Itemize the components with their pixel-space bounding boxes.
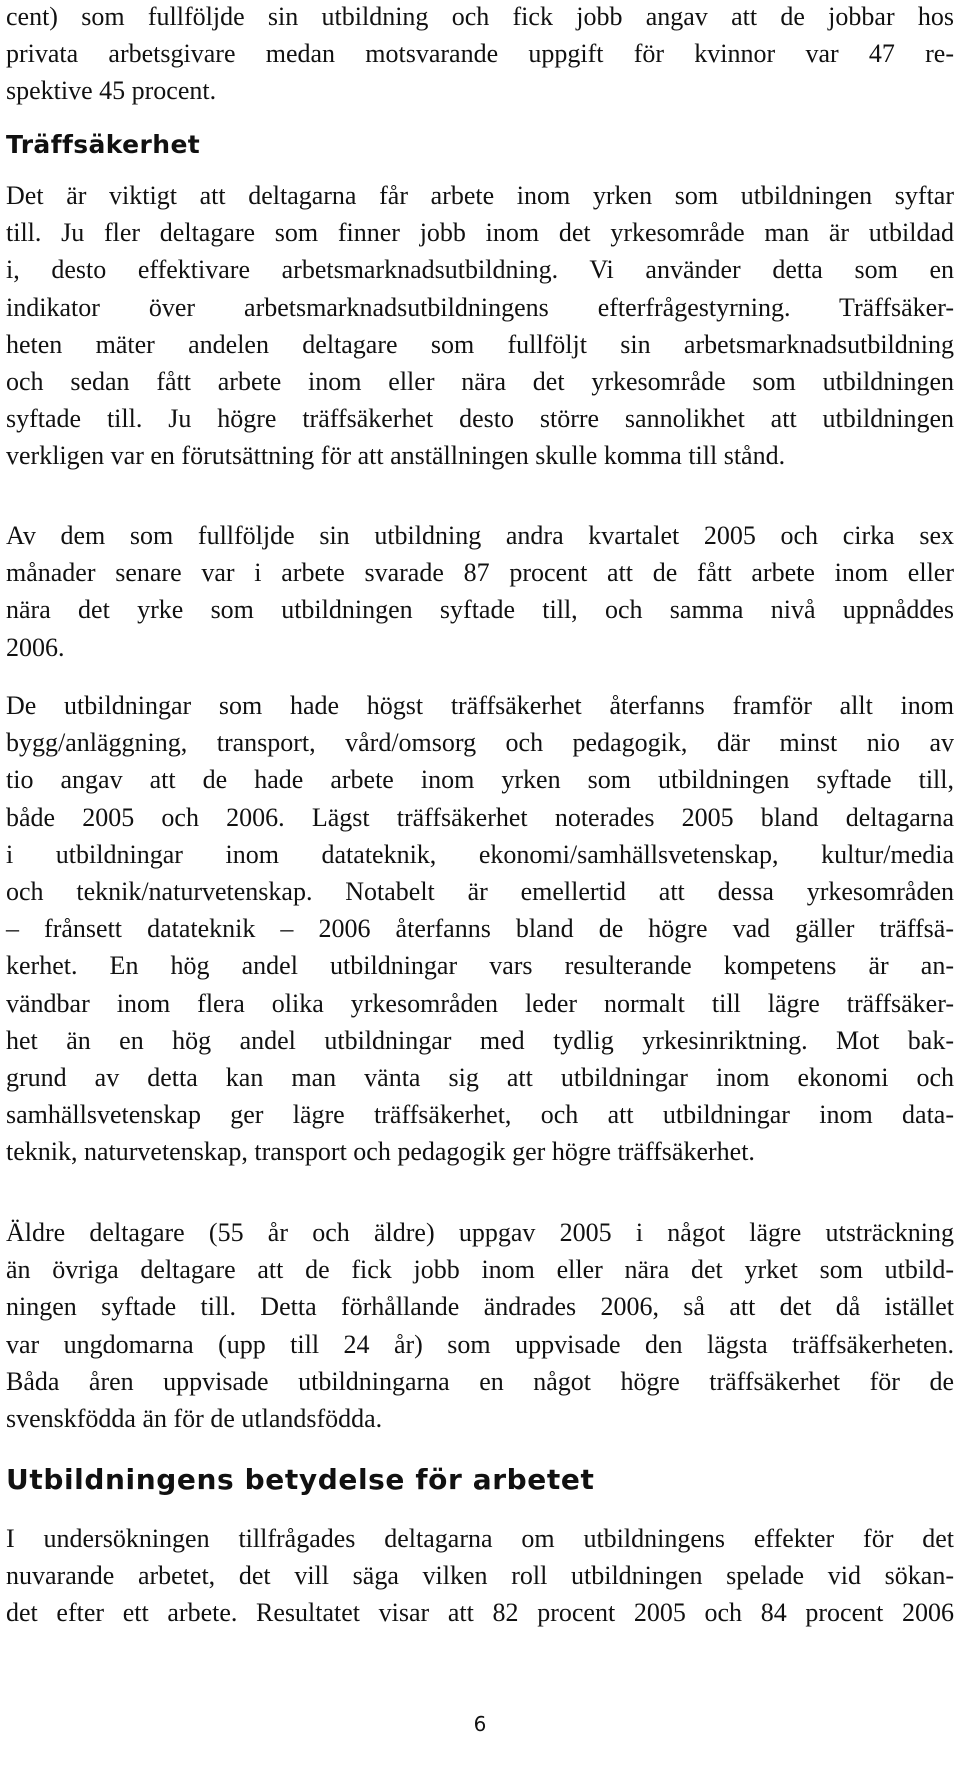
section-heading-utbildningens-betydelse: Utbildningens betydelse för arbetet bbox=[6, 1463, 595, 1496]
text-line: Det är viktigt att deltagarna får arbete inom yrken som utbildningen syftar bbox=[6, 181, 954, 210]
text-line: Äldre deltagare (55 år och äldre) uppgav 2005 i något lägre utsträckning bbox=[6, 1218, 954, 1247]
text-line: De utbildningar som hade högst träffsäkerhet återfanns framför allt inom bbox=[6, 691, 954, 720]
text-line: tio angav att de hade arbete inom yrken som utbildningen syftade till, bbox=[6, 765, 954, 795]
text-line: Båda åren uppvisade utbildningarna en något högre träffsäkerhet för de bbox=[6, 1366, 954, 1396]
text-line: bygg/anläggning, transport, vård/omsorg och pedagogik, där minst nio av bbox=[6, 728, 954, 758]
text-line: teknik, naturvetenskap, transport och pedagogik ger högre träffsäkerhet. bbox=[6, 1137, 755, 1167]
text-line: privata arbetsgivare medan motsvarande uppgift för kvinnor var 47 re- bbox=[6, 39, 954, 69]
intro-paragraph bbox=[6, 0, 954, 110]
document-page bbox=[6, 0, 954, 1765]
text-line: – frånsett datateknik – 2006 återfanns bland de högre vad gäller träffsä- bbox=[6, 914, 954, 944]
text-line: i utbildningar inom datateknik, ekonomi/samhällsvetenskap, kultur/media bbox=[6, 839, 954, 869]
text-line: kerhet. En hög andel utbildningar vars resulterande kompetens är an- bbox=[6, 951, 954, 981]
text-line: samhällsvetenskap ger lägre träffsäkerhet, och att utbildningar inom data- bbox=[6, 1100, 954, 1130]
traffsakerhet-paragraph-4 bbox=[6, 1214, 954, 1437]
text-line: ningen syftade till. Detta förhållande ändrades 2006, så att det då istället bbox=[6, 1292, 954, 1322]
text-line: het än en hög andel utbildningar med tydlig yrkesinriktning. Mot bak- bbox=[6, 1025, 954, 1055]
text-line: indikator över arbetsmarknadsutbildningens efterfrågestyrning. Träffsäker- bbox=[6, 292, 954, 322]
text-line: var ungdomarna (upp till 24 år) som uppvisade den lägsta träffsäkerheten. bbox=[6, 1329, 954, 1359]
text-line: syftade till. Ju högre träffsäkerhet desto större sannolikhet att utbildningen bbox=[6, 404, 954, 434]
section-heading-traffsakerhet: Träffsäkerhet bbox=[6, 130, 201, 159]
text-line: än övriga deltagare att de fick jobb inom eller nära det yrket som utbild- bbox=[6, 1255, 954, 1285]
text-line: cent) som fullföljde sin utbildning och fick jobb angav att de jobbar hos bbox=[6, 2, 954, 31]
text-line: nära det yrke som utbildningen syftade till, och samma nivå uppnåddes bbox=[6, 595, 954, 625]
text-line: och sedan fått arbete inom eller nära det yrkesområde som utbildningen bbox=[6, 367, 954, 397]
text-line: 2006. bbox=[6, 632, 65, 662]
text-line: månader senare var i arbete svarade 87 procent att de fått arbete inom eller bbox=[6, 558, 954, 588]
text-line: i, desto effektivare arbetsmarknadsutbildning. Vi använder detta som en bbox=[6, 255, 954, 285]
text-line: och teknik/naturvetenskap. Notabelt är emellertid att dessa yrkesområden bbox=[6, 877, 954, 907]
page-number: 6 bbox=[473, 1712, 487, 1736]
text-line: heten mäter andelen deltagare som fullföljt sin arbetsmarknadsutbildning bbox=[6, 329, 954, 359]
traffsakerhet-paragraph-2 bbox=[6, 517, 954, 666]
text-line: Av dem som fullföljde sin utbildning andra kvartalet 2005 och cirka sex bbox=[6, 521, 954, 550]
text-line: svenskfödda än för de utlandsfödda. bbox=[6, 1404, 383, 1434]
text-line: grund av detta kan man vänta sig att utbildningar inom ekonomi och bbox=[6, 1063, 954, 1093]
traffsakerhet-paragraph-1 bbox=[6, 177, 954, 475]
text-line: både 2005 och 2006. Lägst träffsäkerhet noterades 2005 bland deltagarna bbox=[6, 802, 954, 832]
text-line: till. Ju fler deltagare som finner jobb inom det yrkesområde man är utbildad bbox=[6, 218, 954, 248]
text-line: nuvarande arbetet, det vill säga vilken roll utbildningen spelade vid sökan- bbox=[6, 1561, 954, 1591]
text-line: spektive 45 procent. bbox=[6, 76, 217, 106]
traffsakerhet-paragraph-3 bbox=[6, 687, 954, 1171]
text-line: verkligen var en förutsättning för att anställningen skulle komma till stånd. bbox=[6, 441, 786, 471]
text-line: I undersökningen tillfrågades deltagarna om utbildningens effekter för det bbox=[6, 1524, 954, 1553]
text-line: det efter ett arbete. Resultatet visar att 82 procent 2005 och 84 procent 2006 bbox=[6, 1598, 954, 1628]
text-line: vändbar inom flera olika yrkesområden leder normalt till lägre träffsäker- bbox=[6, 988, 954, 1018]
utbildningens-betydelse-paragraph-1 bbox=[6, 1520, 954, 1632]
